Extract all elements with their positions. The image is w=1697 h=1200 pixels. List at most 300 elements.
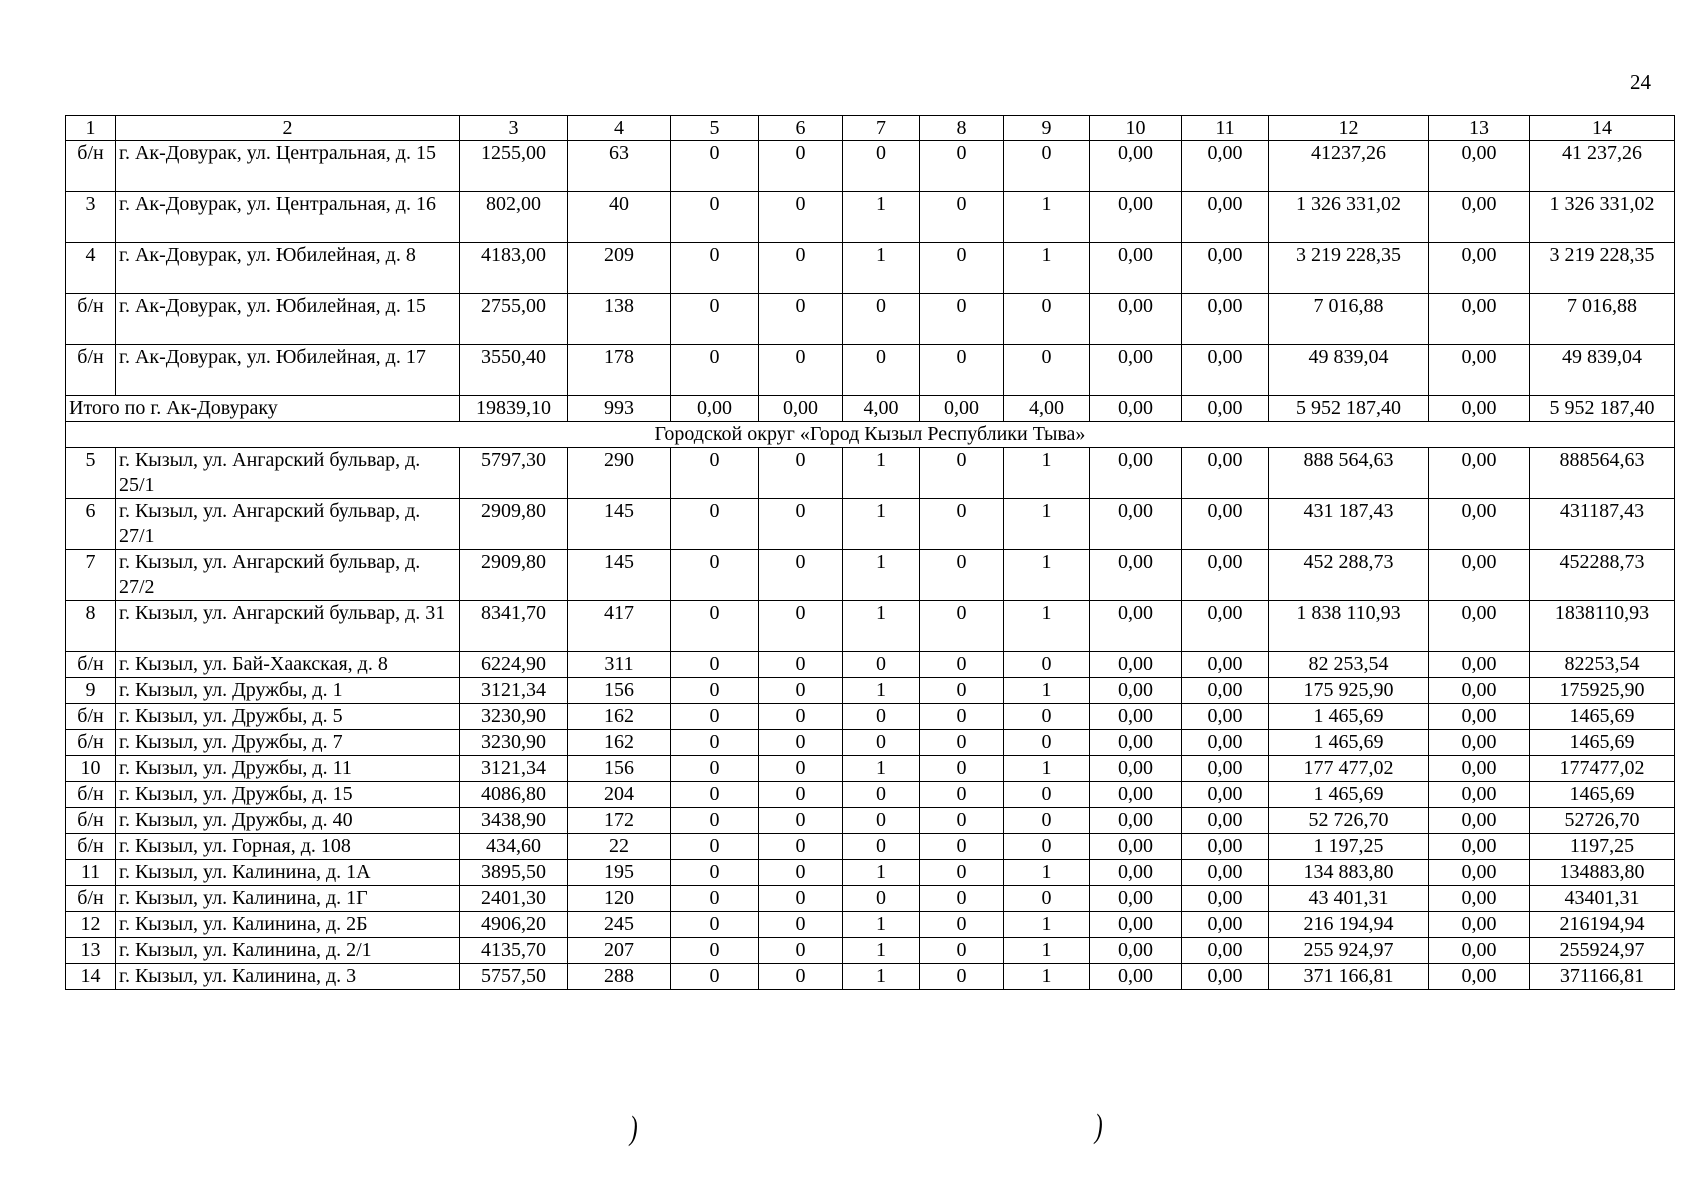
table-row [66, 964, 1675, 990]
table-cell: 207 [568, 938, 671, 964]
table-cell: 0,00 [1090, 294, 1182, 345]
address-cell: г. Кызыл, ул. Ангарский бульвар, д. 25/1 [116, 448, 460, 499]
table-cell: 0,00 [1090, 499, 1182, 550]
table-cell: 0 [671, 756, 759, 782]
table-cell: 1 [1004, 860, 1090, 886]
table-cell: 0 [671, 860, 759, 886]
table-cell: 0 [671, 601, 759, 652]
address-cell: г. Кызыл, ул. Калинина, д. 1А [116, 860, 460, 886]
table-cell: 0 [920, 704, 1004, 730]
table-cell: 1 465,69 [1269, 782, 1429, 808]
table-cell: 41237,26 [1269, 141, 1429, 192]
table-cell: 6224,90 [460, 652, 568, 678]
table-cell: 1 [1004, 243, 1090, 294]
table-cell: 1838110,93 [1530, 601, 1675, 652]
table-cell: 0 [759, 294, 843, 345]
table-cell: 4135,70 [460, 938, 568, 964]
table-cell: 0,00 [1429, 834, 1530, 860]
table-cell: 1 [1004, 938, 1090, 964]
table-cell: 434,60 [460, 834, 568, 860]
table-cell: 177 477,02 [1269, 756, 1429, 782]
table-cell: 1 [843, 601, 920, 652]
table-row [66, 243, 1675, 294]
table-cell: 371 166,81 [1269, 964, 1429, 990]
table-cell: 0 [671, 345, 759, 396]
table-cell: 0,00 [1182, 448, 1269, 499]
table-cell: 138 [568, 294, 671, 345]
col-header: 3 [460, 116, 568, 141]
table-cell: 0 [920, 678, 1004, 704]
table-cell: 43401,31 [1530, 886, 1675, 912]
address-cell: г. Кызыл, ул. Ангарский бульвар, д. 27/2 [116, 550, 460, 601]
table-cell: 52 726,70 [1269, 808, 1429, 834]
table-row [66, 886, 1675, 912]
table-cell: 0,00 [1090, 808, 1182, 834]
table-cell: 0 [920, 886, 1004, 912]
section-title: Городской округ «Город Кызыл Республики Тыва» [66, 422, 1675, 448]
table-cell: 0 [671, 912, 759, 938]
table-cell: 888564,63 [1530, 448, 1675, 499]
table-cell: 0 [759, 860, 843, 886]
table-cell: 0,00 [1182, 808, 1269, 834]
table-cell: 4086,80 [460, 782, 568, 808]
table-cell: 2401,30 [460, 886, 568, 912]
table-row [66, 192, 1675, 243]
table-cell: 0 [920, 860, 1004, 886]
table-cell: 0 [671, 243, 759, 294]
table-cell: 3438,90 [460, 808, 568, 834]
table-cell: 0 [759, 704, 843, 730]
table-cell: 0 [920, 912, 1004, 938]
table-cell: 134 883,80 [1269, 860, 1429, 886]
col-header: 8 [920, 116, 1004, 141]
table-cell: 2755,00 [460, 294, 568, 345]
table-cell: 0 [920, 141, 1004, 192]
table-cell: 0 [1004, 834, 1090, 860]
table-cell: 371166,81 [1530, 964, 1675, 990]
table-cell: 0 [759, 678, 843, 704]
table-cell: 175 925,90 [1269, 678, 1429, 704]
table-cell: 0,00 [759, 396, 843, 422]
table-cell: 3230,90 [460, 730, 568, 756]
table-cell: 1 [1004, 448, 1090, 499]
table-cell: 4 [66, 243, 116, 294]
table-cell: 1 326 331,02 [1530, 192, 1675, 243]
table-cell: 195 [568, 860, 671, 886]
table-cell: 0 [759, 886, 843, 912]
table-cell: 0 [759, 192, 843, 243]
table-cell: 0,00 [1429, 912, 1530, 938]
table-cell: 0 [920, 550, 1004, 601]
table-cell: 0 [671, 192, 759, 243]
table-cell: 431187,43 [1530, 499, 1675, 550]
table-row [66, 912, 1675, 938]
table-cell: 178 [568, 345, 671, 396]
table-cell: б/н [66, 345, 116, 396]
table-cell: 1255,00 [460, 141, 568, 192]
table-cell: 3121,34 [460, 678, 568, 704]
table-cell: 0 [671, 782, 759, 808]
table-cell: 1 [843, 938, 920, 964]
table-cell: 0,00 [1090, 834, 1182, 860]
table-cell: 1 [1004, 601, 1090, 652]
table-cell: 0,00 [1182, 243, 1269, 294]
table-cell: 0 [843, 141, 920, 192]
address-cell: г. Кызыл, ул. Дружбы, д. 40 [116, 808, 460, 834]
table-cell: 0 [843, 345, 920, 396]
table-cell: 1 [1004, 550, 1090, 601]
table-cell: 0,00 [1182, 141, 1269, 192]
table-cell: 0,00 [1090, 652, 1182, 678]
table-cell: 0,00 [1090, 704, 1182, 730]
table-cell: 63 [568, 141, 671, 192]
table-cell: 52726,70 [1530, 808, 1675, 834]
table-cell: 0 [920, 730, 1004, 756]
table-cell: 4906,20 [460, 912, 568, 938]
table-cell: 0,00 [1429, 345, 1530, 396]
table-cell: 8341,70 [460, 601, 568, 652]
table-cell: 0 [1004, 730, 1090, 756]
table-cell: 0 [671, 808, 759, 834]
table-cell: 156 [568, 756, 671, 782]
table-cell: 49 839,04 [1269, 345, 1429, 396]
table-cell: 0,00 [1429, 808, 1530, 834]
table-cell: 7 [66, 550, 116, 601]
table-cell: 2909,80 [460, 550, 568, 601]
table-cell: 9 [66, 678, 116, 704]
table-cell: 0 [1004, 141, 1090, 192]
table-cell: 0,00 [1090, 678, 1182, 704]
table-cell: 162 [568, 730, 671, 756]
table-cell: 0,00 [1090, 756, 1182, 782]
page-number: 24 [1630, 70, 1651, 94]
table-cell: 10 [66, 756, 116, 782]
table-cell: 0,00 [1090, 448, 1182, 499]
table-cell: 0,00 [1090, 141, 1182, 192]
table-cell: 0,00 [1090, 396, 1182, 422]
table-cell: 0,00 [1429, 550, 1530, 601]
table-cell: 0,00 [1429, 448, 1530, 499]
total-row [66, 396, 1675, 422]
table-cell: 0 [759, 601, 843, 652]
table-cell: 1 [843, 912, 920, 938]
table-cell: 1465,69 [1530, 704, 1675, 730]
col-header: 12 [1269, 116, 1429, 141]
data-table [65, 115, 1675, 990]
address-cell: г. Кызыл, ул. Калинина, д. 2/1 [116, 938, 460, 964]
address-cell: г. Ак-Довурак, ул. Центральная, д. 15 [116, 141, 460, 192]
table-cell: 7 016,88 [1269, 294, 1429, 345]
table-cell: 0,00 [1090, 601, 1182, 652]
table-cell: 145 [568, 499, 671, 550]
table-cell: 0,00 [1182, 550, 1269, 601]
table-cell: б/н [66, 834, 116, 860]
table-cell: 0,00 [1429, 499, 1530, 550]
table-cell: 431 187,43 [1269, 499, 1429, 550]
table-cell: б/н [66, 704, 116, 730]
table-cell: 0,00 [1182, 912, 1269, 938]
table-cell: 49 839,04 [1530, 345, 1675, 396]
table-cell: 14 [66, 964, 116, 990]
table-cell: 0 [843, 782, 920, 808]
table-cell: 0,00 [1182, 499, 1269, 550]
table-cell: 0 [759, 730, 843, 756]
table-cell: 1 [1004, 499, 1090, 550]
table-cell: 216 194,94 [1269, 912, 1429, 938]
table-cell: 156 [568, 678, 671, 704]
table-cell: 0,00 [1182, 730, 1269, 756]
col-header: 11 [1182, 116, 1269, 141]
table-cell: 0,00 [1429, 704, 1530, 730]
table-cell: 0 [920, 834, 1004, 860]
table-cell: 0 [671, 886, 759, 912]
table-cell: 7 016,88 [1530, 294, 1675, 345]
table-cell: 3 219 228,35 [1530, 243, 1675, 294]
col-header: 10 [1090, 116, 1182, 141]
table-cell: 1 [1004, 964, 1090, 990]
table-cell: 0,00 [1429, 782, 1530, 808]
table-cell: 452 288,73 [1269, 550, 1429, 601]
table-cell: 0 [920, 192, 1004, 243]
col-header: 5 [671, 116, 759, 141]
address-cell: г. Кызыл, ул. Дружбы, д. 5 [116, 704, 460, 730]
table-cell: 209 [568, 243, 671, 294]
table-cell: 0 [759, 782, 843, 808]
table-cell: 1 465,69 [1269, 730, 1429, 756]
table-row [66, 652, 1675, 678]
table-cell: 0,00 [1182, 601, 1269, 652]
table-cell: 82253,54 [1530, 652, 1675, 678]
table-cell: 120 [568, 886, 671, 912]
table-cell: 0,00 [1429, 601, 1530, 652]
table-cell: 0,00 [1429, 294, 1530, 345]
table-cell: 12 [66, 912, 116, 938]
col-header: 1 [66, 116, 116, 141]
table-row [66, 601, 1675, 652]
table-cell: 0 [671, 964, 759, 990]
table-cell: 1 [1004, 756, 1090, 782]
address-cell: г. Кызыл, ул. Калинина, д. 3 [116, 964, 460, 990]
table-cell: 0,00 [1090, 345, 1182, 396]
table-row [66, 730, 1675, 756]
table-cell: 0 [920, 938, 1004, 964]
address-cell: г. Кызыл, ул. Калинина, д. 1Г [116, 886, 460, 912]
table-cell: 0,00 [1182, 834, 1269, 860]
table-cell: 0 [920, 243, 1004, 294]
table-cell: 5757,50 [460, 964, 568, 990]
table-cell: 1 838 110,93 [1269, 601, 1429, 652]
table-cell: 0 [920, 782, 1004, 808]
table-cell: 0 [920, 499, 1004, 550]
table-cell: 0 [759, 964, 843, 990]
table-cell: 0 [1004, 294, 1090, 345]
table-cell: 0 [920, 964, 1004, 990]
table-cell: 0 [759, 243, 843, 294]
col-header: 6 [759, 116, 843, 141]
table-cell: 0,00 [1182, 704, 1269, 730]
table-cell: 0 [843, 886, 920, 912]
table-cell: 6 [66, 499, 116, 550]
table-cell: 11 [66, 860, 116, 886]
table-cell: 417 [568, 601, 671, 652]
table-cell: б/н [66, 652, 116, 678]
address-cell: г. Кызыл, ул. Дружбы, д. 15 [116, 782, 460, 808]
address-cell: г. Ак-Довурак, ул. Юбилейная, д. 17 [116, 345, 460, 396]
table-cell: 0 [671, 499, 759, 550]
table-cell: 41 237,26 [1530, 141, 1675, 192]
table-cell: 0 [671, 652, 759, 678]
table-cell: 0,00 [1182, 886, 1269, 912]
table-row [66, 141, 1675, 192]
table-cell: 175925,90 [1530, 678, 1675, 704]
table-cell: б/н [66, 141, 116, 192]
table-cell: 0 [671, 294, 759, 345]
col-header: 14 [1530, 116, 1675, 141]
table-cell: 8 [66, 601, 116, 652]
table-cell: 0 [920, 294, 1004, 345]
table-cell: 0,00 [1182, 756, 1269, 782]
table-row [66, 808, 1675, 834]
table-cell: 0 [671, 730, 759, 756]
table-cell: 5 952 187,40 [1269, 396, 1429, 422]
table-cell: 0,00 [1182, 782, 1269, 808]
table-cell: 0,00 [1090, 964, 1182, 990]
table-cell: 1 [1004, 678, 1090, 704]
table-cell: 0,00 [1429, 141, 1530, 192]
table-cell: 0 [671, 834, 759, 860]
table-cell: 0,00 [1090, 192, 1182, 243]
table-cell: 13 [66, 938, 116, 964]
table-cell: б/н [66, 782, 116, 808]
table-cell: 0,00 [671, 396, 759, 422]
col-header: 2 [116, 116, 460, 141]
table-cell: 0 [843, 652, 920, 678]
table-cell: 19839,10 [460, 396, 568, 422]
table-cell: 0 [1004, 652, 1090, 678]
table-cell: 0,00 [1429, 652, 1530, 678]
table-cell: 5 [66, 448, 116, 499]
table-cell: 0,00 [1090, 912, 1182, 938]
table-cell: 0 [759, 345, 843, 396]
table-cell: 0 [843, 834, 920, 860]
table-cell: 255 924,97 [1269, 938, 1429, 964]
table-cell: 0,00 [1429, 938, 1530, 964]
table-cell: 0,00 [920, 396, 1004, 422]
table-cell: 1 [843, 678, 920, 704]
table-cell: 0 [920, 652, 1004, 678]
table-cell: 145 [568, 550, 671, 601]
table-cell: 0 [1004, 345, 1090, 396]
column-number-row [66, 116, 1675, 141]
table-row [66, 678, 1675, 704]
table-cell: 3 219 228,35 [1269, 243, 1429, 294]
table-cell: 1 [843, 499, 920, 550]
address-cell: г. Ак-Довурак, ул. Центральная, д. 16 [116, 192, 460, 243]
table-cell: 0,00 [1429, 756, 1530, 782]
table-cell: 0,00 [1090, 886, 1182, 912]
table-cell: 4,00 [1004, 396, 1090, 422]
table-cell: 452288,73 [1530, 550, 1675, 601]
table-cell: 0,00 [1090, 860, 1182, 886]
table-cell: 3895,50 [460, 860, 568, 886]
table-cell: 0 [920, 808, 1004, 834]
table-cell: 0 [920, 756, 1004, 782]
table-cell: 0 [671, 550, 759, 601]
table-cell: 0 [671, 938, 759, 964]
table-cell: 0 [759, 550, 843, 601]
table-row [66, 550, 1675, 601]
table-cell: 0,00 [1090, 782, 1182, 808]
address-cell: г. Ак-Довурак, ул. Юбилейная, д. 15 [116, 294, 460, 345]
table-cell: 0 [759, 756, 843, 782]
table-cell: 0 [920, 345, 1004, 396]
table-cell: 0,00 [1182, 396, 1269, 422]
table-row [66, 938, 1675, 964]
table-cell: 245 [568, 912, 671, 938]
table-cell: 1 197,25 [1269, 834, 1429, 860]
table-cell: 0,00 [1429, 886, 1530, 912]
address-cell: г. Ак-Довурак, ул. Юбилейная, д. 8 [116, 243, 460, 294]
table-cell: 1 465,69 [1269, 704, 1429, 730]
address-cell: г. Кызыл, ул. Дружбы, д. 11 [116, 756, 460, 782]
table-cell: 162 [568, 704, 671, 730]
table-cell: 1 [1004, 192, 1090, 243]
address-cell: г. Кызыл, ул. Калинина, д. 2Б [116, 912, 460, 938]
table-cell: 1 [843, 448, 920, 499]
table-cell: 288 [568, 964, 671, 990]
table-cell: 3230,90 [460, 704, 568, 730]
scan-mark: ) [1094, 1108, 1103, 1145]
table-cell: 0,00 [1090, 550, 1182, 601]
table-cell: 0,00 [1182, 652, 1269, 678]
table-cell: б/н [66, 808, 116, 834]
table-cell: 0 [759, 652, 843, 678]
table-cell: б/н [66, 886, 116, 912]
scan-mark: ) [629, 1110, 638, 1147]
col-header: 13 [1429, 116, 1530, 141]
address-cell: г. Кызыл, ул. Ангарский бульвар, д. 31 [116, 601, 460, 652]
total-label: Итого по г. Ак-Довураку [66, 396, 460, 422]
table-cell: 0 [671, 141, 759, 192]
table-cell: 0 [843, 730, 920, 756]
table-row [66, 782, 1675, 808]
table-cell: 4183,00 [460, 243, 568, 294]
table-cell: 0,00 [1429, 243, 1530, 294]
table-cell: 0 [843, 294, 920, 345]
table-cell: 888 564,63 [1269, 448, 1429, 499]
table-cell: 0,00 [1182, 964, 1269, 990]
table-cell: 1 [843, 192, 920, 243]
table-cell: 3 [66, 192, 116, 243]
table-cell: 0 [759, 834, 843, 860]
table-cell: 40 [568, 192, 671, 243]
table-row [66, 756, 1675, 782]
table-cell: 204 [568, 782, 671, 808]
table-cell: 3550,40 [460, 345, 568, 396]
table-row [66, 499, 1675, 550]
table-cell: 172 [568, 808, 671, 834]
table-cell: б/н [66, 730, 116, 756]
table-cell: 0 [759, 938, 843, 964]
table-cell: 1 [843, 860, 920, 886]
table-cell: 3121,34 [460, 756, 568, 782]
col-header: 7 [843, 116, 920, 141]
table-cell: 0 [1004, 704, 1090, 730]
table-cell: 0 [759, 448, 843, 499]
table-row [66, 834, 1675, 860]
table-cell: 1465,69 [1530, 782, 1675, 808]
table-row [66, 448, 1675, 499]
